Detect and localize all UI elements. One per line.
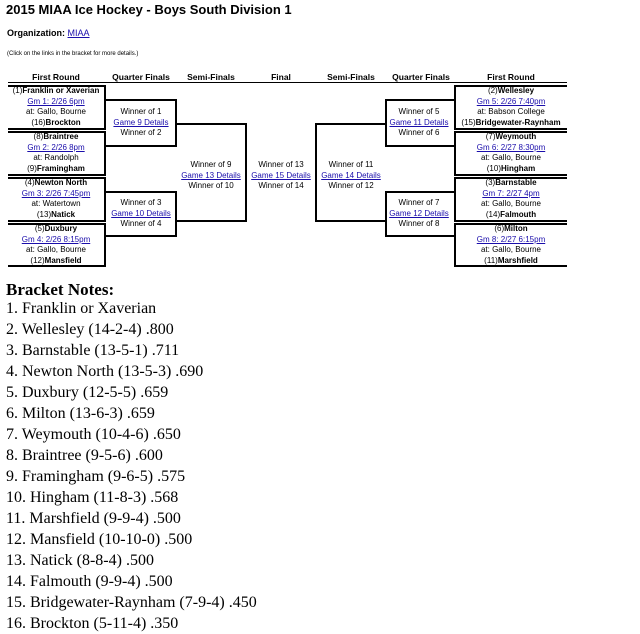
qf-bottom-label: Winner of 2 (120, 128, 162, 137)
team-hingham: (10)Hingham (486, 163, 536, 173)
team-braintree: (8)Braintree (33, 132, 79, 141)
left-game-4 (8, 224, 104, 266)
right-game-5 (456, 86, 566, 128)
game-11-details-link[interactable]: Game 11 Details (389, 117, 449, 127)
game-8-link[interactable]: Gm 8: 2/27 6:15pm (476, 234, 546, 244)
venue: at: Gallo, Bourne (480, 153, 542, 162)
game-14-details-link[interactable]: Game 14 Details (321, 170, 381, 180)
organization-line (7, 28, 90, 38)
header-semi-finals-right: Semi-Finals (327, 72, 375, 82)
right-game-8 (456, 224, 566, 266)
click-note: (Click on the links in the bracket for more details.) (7, 51, 139, 57)
note-item: 4. Newton North (13-5-3) .690 (6, 363, 204, 380)
team-duxbury: (5)Duxbury (34, 224, 78, 233)
game-7-link[interactable]: Gm 7: 2/27 4pm (482, 188, 540, 198)
final-game (246, 160, 316, 192)
header-final: Final (271, 72, 291, 82)
game-12-details-link[interactable]: Game 12 Details (389, 208, 449, 218)
page-title: 2015 MIAA Ice Hockey - Boys South Division 1 (6, 2, 292, 17)
note-item: 14. Falmouth (9-9-4) .500 (6, 573, 173, 590)
game-10-details-link[interactable]: Game 10 Details (111, 208, 171, 218)
game-4-link[interactable]: Gm 4: 2/26 8:15pm (21, 234, 91, 244)
team-newton-north: (4)Newton North (24, 178, 88, 187)
venue: at: Gallo, Bourne (25, 107, 87, 116)
note-item: 3. Barnstable (13-5-1) .711 (6, 342, 180, 359)
venue: at: Randolph (33, 153, 79, 162)
venue: at: Watertown (31, 199, 81, 208)
organization-label: Organization: (7, 28, 65, 38)
venue: at: Gallo, Bourne (480, 199, 542, 208)
team-marshfield: (11)Marshfield (484, 255, 538, 265)
final-top-label: Winner of 13 (258, 160, 304, 169)
game-1-link[interactable]: Gm 1: 2/26 6pm (27, 96, 85, 106)
note-item: 9. Framingham (9-6-5) .575 (6, 468, 186, 485)
team-natick: (13)Natick (36, 209, 76, 219)
note-item: 8. Braintree (9-5-6) .600 (6, 447, 163, 464)
game-9-details-link[interactable]: Game 9 Details (113, 117, 169, 127)
left-qf-1 (106, 107, 176, 139)
team-wellesley: (2)Wellesley (487, 86, 535, 95)
right-game-6 (456, 132, 566, 174)
bracket-notes-title: Bracket Notes: (6, 280, 115, 299)
final-bottom-label: Winner of 14 (258, 181, 304, 190)
note-item: 2. Wellesley (14-2-4) .800 (6, 321, 174, 338)
qf-bottom-label: Winner of 4 (120, 219, 162, 228)
venue: at: Gallo, Bourne (480, 245, 542, 254)
game-5-link[interactable]: Gm 5: 2/26 7:40pm (476, 96, 546, 106)
note-item: 7. Weymouth (10-4-6) .650 (6, 426, 181, 443)
game-3-link[interactable]: Gm 3: 2/26 7:45pm (21, 188, 91, 198)
game-2-link[interactable]: Gm 2: 2/26 8pm (27, 142, 85, 152)
qf-bottom-label: Winner of 8 (398, 219, 440, 228)
note-item: 16. Brockton (5-11-4) .350 (6, 615, 179, 632)
venue: at: Babson College (477, 107, 545, 116)
note-item: 15. Bridgewater-Raynham (7-9-4) .450 (6, 594, 257, 611)
team-framingham: (9)Framingham (27, 163, 85, 173)
note-item: 10. Hingham (11-8-3) .568 (6, 489, 179, 506)
header-first-round-left: First Round (32, 72, 80, 82)
header-quarter-finals-left: Quarter Finals (112, 72, 170, 82)
game-6-link[interactable]: Gm 6: 2/27 8:30pm (476, 142, 546, 152)
team-mansfield: (12)Mansfield (30, 255, 82, 265)
header-quarter-finals-right: Quarter Finals (392, 72, 450, 82)
note-item: 6. Milton (13-6-3) .659 (6, 405, 155, 422)
sf-bottom-label: Winner of 10 (188, 181, 234, 190)
game-15-details-link[interactable]: Game 15 Details (251, 170, 311, 180)
note-item: 11. Marshfield (9-9-4) .500 (6, 510, 181, 527)
qf-top-label: Winner of 5 (398, 107, 440, 116)
qf-top-label: Winner of 1 (120, 107, 162, 116)
left-game-2 (8, 132, 104, 174)
note-item: 13. Natick (8-8-4) .500 (6, 552, 154, 569)
team-milton: (6)Milton (494, 224, 528, 233)
sf-top-label: Winner of 9 (190, 160, 232, 169)
left-sf (176, 160, 246, 192)
qf-top-label: Winner of 7 (398, 198, 440, 207)
team-falmouth: (14)Falmouth (485, 209, 537, 219)
organization-link[interactable]: MIAA (67, 28, 90, 38)
team-barnstable: (3)Barnstable (485, 178, 537, 187)
right-game-7 (456, 178, 566, 220)
header-first-round-right: First Round (487, 72, 535, 82)
note-item: 1. Franklin or Xaverian (6, 300, 157, 317)
left-qf-2 (106, 198, 176, 230)
sf-top-label: Winner of 11 (328, 160, 374, 169)
qf-bottom-label: Winner of 6 (398, 128, 440, 137)
note-item: 12. Mansfield (10-10-0) .500 (6, 531, 193, 548)
left-game-3 (8, 178, 104, 220)
note-item: 5. Duxbury (12-5-5) .659 (6, 384, 169, 401)
team-weymouth: (7)Weymouth (485, 132, 537, 141)
team-brockton: (16)Brockton (31, 117, 81, 127)
right-sf (316, 160, 386, 192)
game-13-details-link[interactable]: Game 13 Details (181, 170, 241, 180)
team-bridgewater-raynham: (15)Bridgewater-Raynham (461, 117, 561, 127)
team-franklin-or-xaverian: (1)Franklin or Xaverian (12, 86, 100, 95)
sf-bottom-label: Winner of 12 (328, 181, 374, 190)
right-qf-2 (384, 198, 454, 230)
right-qf-1 (384, 107, 454, 139)
venue: at: Gallo, Bourne (25, 245, 87, 254)
left-game-1 (8, 86, 104, 128)
header-semi-finals-left: Semi-Finals (187, 72, 235, 82)
qf-top-label: Winner of 3 (120, 198, 162, 207)
